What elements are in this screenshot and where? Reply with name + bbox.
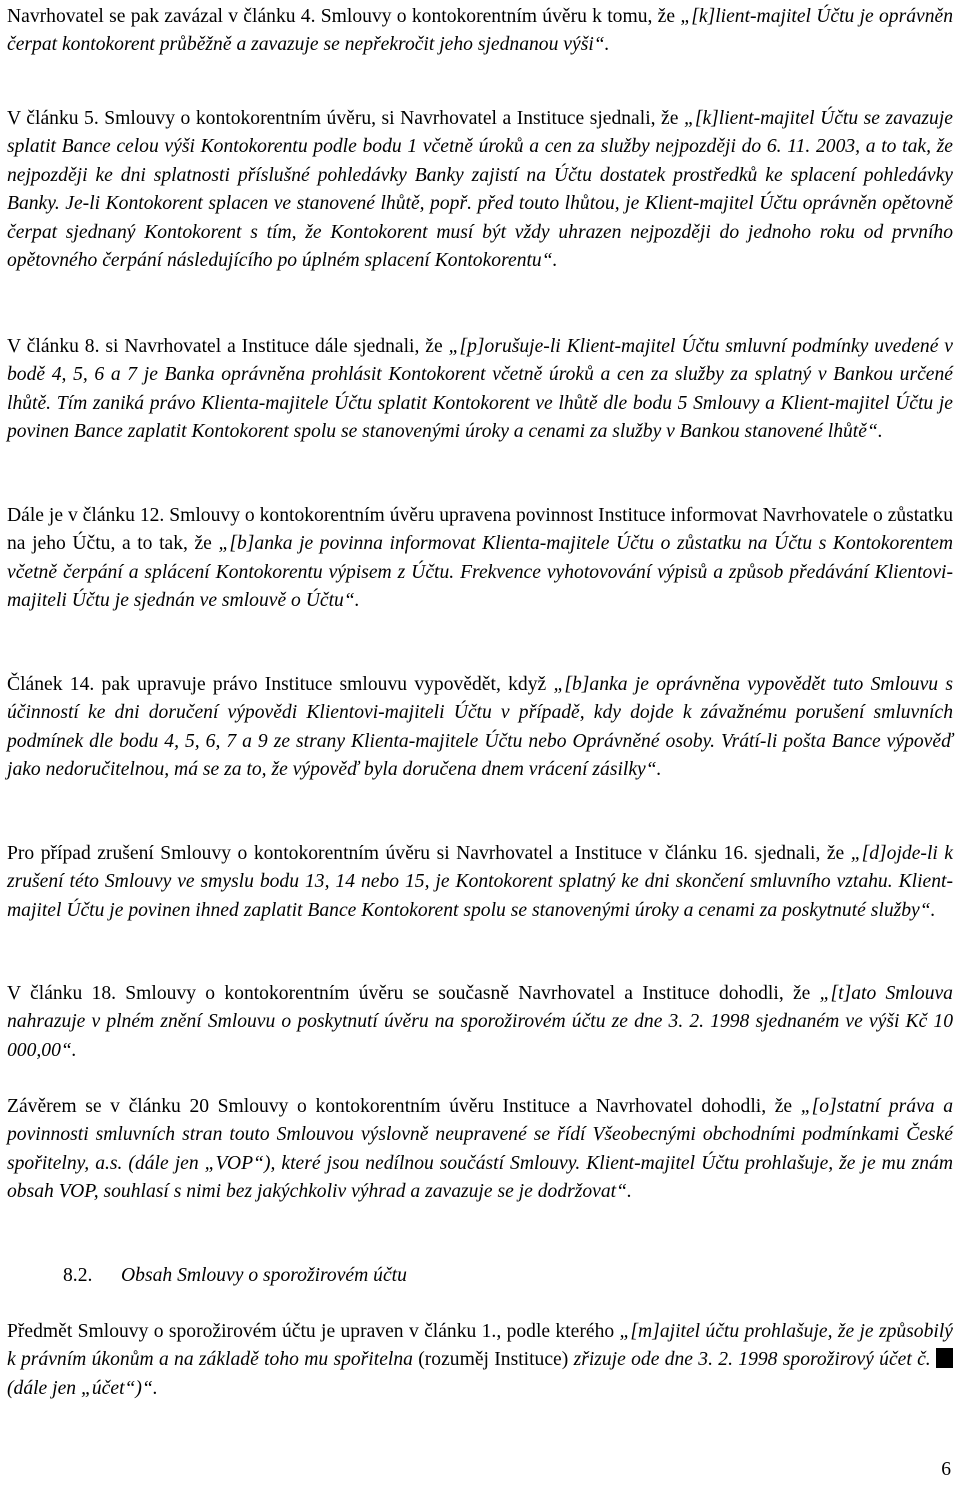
paragraph-article-1: [7, 1318, 953, 1403]
quote-text: „[k]lient-majitel Účtu se zavazuje splatit Bance celou výši Kontokorentu podle bodu 1 včetně úroků a cen za služby nejpozději do 6. 11. 2003, a to tak, že nejpozději ke dni splatnosti příslušné pohledávky Banky zajistí na Účtu dostatek prostředků ke splacení pohledávky Banky. Je-li Kontokorent splacen ve stanovené lhůtě, popř. před touto lhůtou, je Klient-majitel Účtu oprávněn opětovně čerpat sjednaný Kontokorent s tím, že Kontokorent musí být vždy uhrazen nejpozději do jednoho roku od prvního opětovného čerpání následujícího po úplném splacení Kontokorentu“.: [7, 108, 953, 272]
paragraph-text-inline: (rozuměj Instituce): [412, 1349, 574, 1371]
quote-text: „[d]ojde-li k zrušení této Smlouvy ve smyslu bodu 13, 14 nebo 15, je Kontokorent splatný ke dni skončení smluvního vztahu. Klient-majitel Účtu je povinen ihned zaplatit Bance Kontokorent spolu se stanovenými úroky a cenami za poskytnuté služby“.: [7, 843, 954, 921]
paragraph-text: V článku 18. Smlouvy o kontokorentním úvěru se současně Navrhovatel a Instituce dohodli, že: [7, 983, 820, 1004]
section-heading: [7, 1262, 953, 1290]
quote-text: „[b]anka je oprávněna vypovědět tuto Smlouvu s účinností ke dni doručení výpovědi Klientovi-majiteli Účtu v případě, kdy dojde k závažnému porušení smluvních podmínek dle bodu 4, 5, 6, 7 a 9 ze strany Klienta-majitele Účtu nebo Oprávněné osoby. Vrátí-li pošta Bance výpověď jako nedoručitelnou, má se za to, že výpověď byla doručena dnem vrácení zásilky“.: [7, 674, 953, 781]
quote-text-continued: zřizuje ode dne 3. 2. 1998 sporožirový účet č.: [573, 1349, 936, 1371]
section-number: 8.2.: [63, 1265, 93, 1286]
redaction-block: [936, 1348, 953, 1368]
quote-text: „[o]statní práva a povinnosti smluvních stran touto Smlouvou výslovně neupravené se řídí Všeobecnými obchodními podmínkami České spořitelny, a.s. (dále jen „VOP“), které jsou nedílnou součástí Smlouvy. Klient-majitel Účtu prohlašuje, že je mu znám obsah VOP, souhlasí s nimi bez jakýchkoliv výhrad a zavazuje se je dodržovat“.: [7, 1096, 953, 1203]
page-number: 6: [941, 1459, 951, 1480]
paragraph-article-4: [7, 3, 953, 60]
paragraph-article-12: [7, 502, 953, 616]
quote-text-end: (dále jen „účet“)“.: [7, 1377, 158, 1399]
paragraph-article-5: [7, 105, 953, 275]
quote-text: „[k]lient-majitel Účtu je oprávněn čerpat kontokorent průběžně a zavazuje se nepřekročit jeho sjednanou výši“.: [7, 6, 954, 56]
paragraph-text: Pro případ zrušení Smlouvy o kontokorentním úvěru si Navrhovatel a Instituce v článku 16. sjednali, že: [7, 843, 851, 864]
paragraph-text: Závěrem se v článku 20 Smlouvy o kontokorentním úvěru Instituce a Navrhovatel dohodli, že: [7, 1096, 801, 1117]
paragraph-text: Dále je v článku 12. Smlouvy o kontokorentním úvěru upravena povinnost Instituce informovat Navrhovatele o zůstatku na jeho Účtu, a to tak, že: [7, 505, 953, 555]
paragraph-article-20: [7, 1093, 953, 1207]
section-title: Obsah Smlouvy o sporožirovém účtu: [121, 1265, 407, 1286]
paragraph-article-18: [7, 980, 953, 1065]
quote-text: „[p]orušuje-li Klient-majitel Účtu smluvní podmínky uvedené v bodě 4, 5, 6 a 7 je Banka oprávněna prohlásit Kontokorent včetně úroků a cen za služby za splatný v Bankou určené lhůtě. Tím zaniká právo Klienta-majitele Účtu splatit Kontokorent ve lhůtě dle bodu 5 Smlouvy a Klient-majitel Účtu je povinen Bance zaplatit Kontokorent spolu se stanovenými úroky a cenami za služby v Bankou stanovené lhůtě“.: [7, 336, 953, 443]
paragraph-article-14: [7, 671, 953, 785]
quote-text: „[b]anka je povinna informovat Klienta-majitele Účtu o zůstatku na Účtu s Kontokorentem včetně čerpání a splácení Kontokorentu výpisem z Účtu. Frekvence vyhotovování výpisů a způsob předávání Klientovi-majiteli Účtu je sjednán ve smlouvě o Účtu“.: [7, 533, 953, 612]
quote-text: „[t]ato Smlouva nahrazuje v plném znění Smlouvu o poskytnutí úvěru na sporožirovém účtu ze dne 3. 2. 1998 sjednaném ve výši Kč 10 000,00“.: [7, 983, 953, 1061]
paragraph-article-16: [7, 840, 953, 925]
quote-text: „[m]ajitel účtu prohlašuje, že je způsobilý k právním úkonům a na základě toho mu spořitelna: [7, 1321, 953, 1371]
paragraph-text: Navrhovatel se pak zavázal v článku 4. Smlouvy o kontokorentním úvěru k tomu, že: [7, 6, 681, 27]
paragraph-text: Předmět Smlouvy o sporožirovém účtu je upraven v článku 1., podle kterého: [7, 1321, 620, 1342]
paragraph-text: V článku 5. Smlouvy o kontokorentním úvěru, si Navrhovatel a Instituce sjednali, že: [7, 108, 684, 129]
paragraph-text: Článek 14. pak upravuje právo Instituce smlouvu vypovědět, když: [7, 674, 554, 695]
paragraph-article-8: [7, 333, 953, 447]
paragraph-text: V článku 8. si Navrhovatel a Instituce dále sjednali, že: [7, 336, 449, 357]
